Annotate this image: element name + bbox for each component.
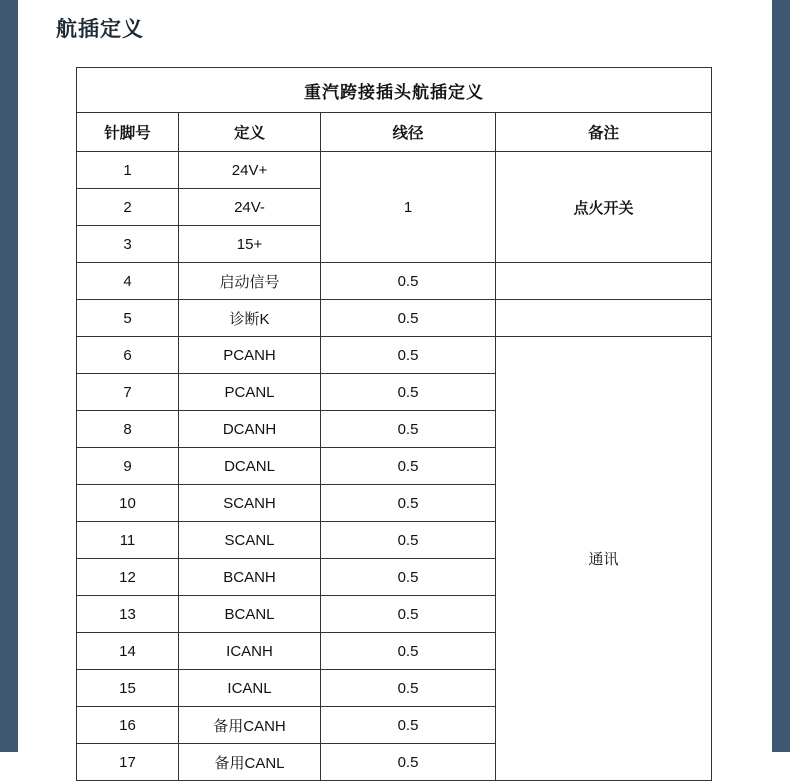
cell-gauge: 0.5 xyxy=(321,263,496,300)
cell-definition: 备用CANL xyxy=(179,744,321,781)
column-header-pin: 针脚号 xyxy=(77,113,179,152)
cell-definition: BCANL xyxy=(179,596,321,633)
table-header-row xyxy=(77,113,712,152)
cell-gauge: 0.5 xyxy=(321,744,496,781)
cell-pin: 2 xyxy=(77,189,179,226)
cell-pin: 1 xyxy=(77,152,179,189)
connector-pinout-table xyxy=(76,67,712,781)
cell-pin: 5 xyxy=(77,300,179,337)
cell-definition: ICANL xyxy=(179,670,321,707)
cell-gauge: 0.5 xyxy=(321,300,496,337)
cell-definition: PCANL xyxy=(179,374,321,411)
table-caption: 重汽跨接插头航插定义 xyxy=(77,68,712,113)
spec-table-wrapper xyxy=(76,67,711,781)
table-row xyxy=(77,152,712,189)
cell-pin: 17 xyxy=(77,744,179,781)
cell-note: 点火开关 xyxy=(496,152,712,263)
cell-gauge: 0.5 xyxy=(321,559,496,596)
cell-note xyxy=(496,300,712,337)
cell-pin: 4 xyxy=(77,263,179,300)
cell-pin: 13 xyxy=(77,596,179,633)
cell-gauge: 0.5 xyxy=(321,337,496,374)
cell-definition: SCANL xyxy=(179,522,321,559)
cell-pin: 14 xyxy=(77,633,179,670)
cell-pin: 16 xyxy=(77,707,179,744)
cell-definition: DCANL xyxy=(179,448,321,485)
table-row xyxy=(77,263,712,300)
cell-definition: 启动信号 xyxy=(179,263,321,300)
cell-gauge: 0.5 xyxy=(321,374,496,411)
cell-definition: 诊断K xyxy=(179,300,321,337)
column-header-note: 备注 xyxy=(496,113,712,152)
cell-pin: 9 xyxy=(77,448,179,485)
cell-pin: 8 xyxy=(77,411,179,448)
cell-gauge: 0.5 xyxy=(321,670,496,707)
column-header-definition: 定义 xyxy=(179,113,321,152)
cell-definition: ICANH xyxy=(179,633,321,670)
cell-pin: 10 xyxy=(77,485,179,522)
cell-definition: 24V+ xyxy=(179,152,321,189)
cell-gauge: 0.5 xyxy=(321,522,496,559)
cell-pin: 3 xyxy=(77,226,179,263)
cell-gauge: 1 xyxy=(321,152,496,263)
cell-gauge: 0.5 xyxy=(321,633,496,670)
document-page xyxy=(18,0,772,772)
cell-gauge: 0.5 xyxy=(321,707,496,744)
cell-note xyxy=(496,263,712,300)
page-edge-bar-right xyxy=(772,0,790,752)
page-title: 航插定义 xyxy=(56,18,144,41)
cell-gauge: 0.5 xyxy=(321,411,496,448)
cell-definition: PCANH xyxy=(179,337,321,374)
cell-pin: 15 xyxy=(77,670,179,707)
cell-pin: 11 xyxy=(77,522,179,559)
cell-gauge: 0.5 xyxy=(321,485,496,522)
cell-definition: 15+ xyxy=(179,226,321,263)
cell-note: 通讯 xyxy=(496,337,712,781)
cell-pin: 6 xyxy=(77,337,179,374)
cell-definition: 备用CANH xyxy=(179,707,321,744)
cell-definition: DCANH xyxy=(179,411,321,448)
page-edge-bar-left xyxy=(0,0,18,752)
cell-gauge: 0.5 xyxy=(321,596,496,633)
table-row xyxy=(77,300,712,337)
cell-pin: 12 xyxy=(77,559,179,596)
cell-definition: 24V- xyxy=(179,189,321,226)
cell-gauge: 0.5 xyxy=(321,448,496,485)
table-row xyxy=(77,337,712,374)
table-caption-row xyxy=(77,68,712,113)
cell-pin: 7 xyxy=(77,374,179,411)
cell-definition: SCANH xyxy=(179,485,321,522)
cell-definition: BCANH xyxy=(179,559,321,596)
column-header-gauge: 线径 xyxy=(321,113,496,152)
